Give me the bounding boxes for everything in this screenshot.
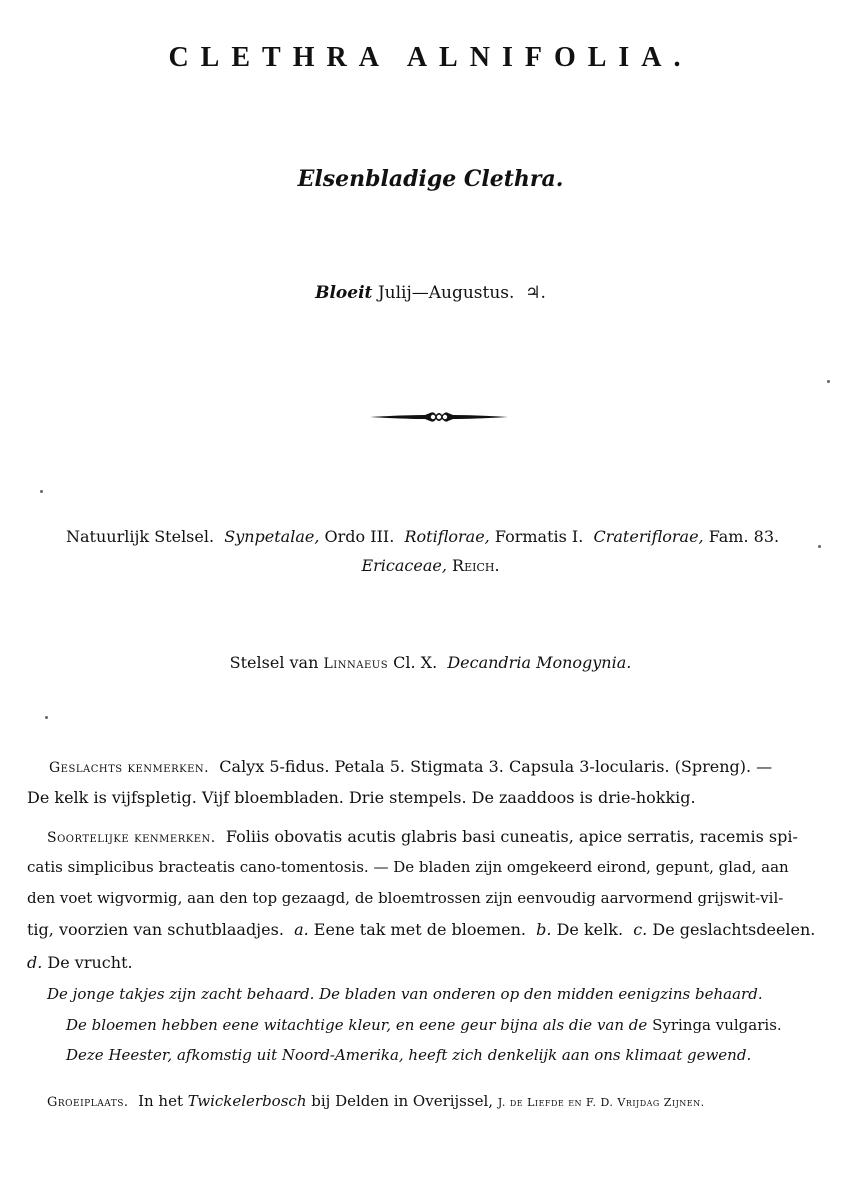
flowering-label: Bloeit <box>315 283 373 303</box>
habitat-heading: Groeiplaats. <box>47 1095 129 1110</box>
habitat-place: Twickelerbosch <box>187 1092 307 1110</box>
ordo: Ordo III. <box>324 527 395 546</box>
species-line-5: d. De vrucht. <box>27 953 133 972</box>
species-line-1: Foliis obovatis acutis glabris basi cuneatis, apice serratis, racemis spi- <box>225 827 798 846</box>
genus-line-2: De kelk is vijfspletig. Vijf bloembladen. Drie stempels. De zaaddoos is drie-hokkig. <box>27 788 696 807</box>
genus-heading: Geslachts kenmerken. <box>49 760 210 776</box>
family-author: Reich. <box>452 556 500 575</box>
linnaeus-class: Cl. X. <box>393 653 438 672</box>
page-subtitle: Elsenbladige Clethra. <box>297 166 564 192</box>
synpetalae: Synpetalae, <box>224 527 320 546</box>
ornament-divider-icon <box>370 408 508 426</box>
linnaeus-classification: Decandria Monogynia. <box>447 653 632 672</box>
family-number: Fam. 83. <box>708 527 780 546</box>
scan-speck <box>40 490 43 493</box>
species-heading: Soortelijke kenmerken. <box>47 830 216 846</box>
species-line-3: den voet wigvormig, aan den top gezaagd, de bloemtrossen zijn eenvoudig aarvormend grijswit-vil- <box>27 889 784 907</box>
habitat-collectors: J. de Liefde en F. D. Vrijdag Zijnen. <box>497 1096 705 1109</box>
linnaeus-prefix: Stelsel van <box>229 653 319 672</box>
perennial-symbol: ♃. <box>525 283 546 303</box>
note-line-2: De bloemen hebben eene witachtige kleur, en eene geur bijna als die van de Syringa vulgaris. <box>66 1016 782 1034</box>
scan-speck <box>818 545 821 548</box>
genus-line-1: Calyx 5-fidus. Petala 5. Stigmata 3. Capsula 3-locularis. (Spreng). — <box>219 757 773 776</box>
scan-speck <box>827 380 830 383</box>
natural-system-family <box>0 556 861 575</box>
scan-speck <box>45 716 48 719</box>
crateriflorae: Crateriflorae, <box>593 527 704 546</box>
species-line-4: tig, voorzien van schutblaadjes. a. Eene tak met de bloemen. b. De kelk. c. De geslachtsdeelen. <box>27 920 816 939</box>
natural-system-label: Natuurlijk Stelsel. <box>66 527 215 546</box>
formatis: Formatis I. <box>494 527 584 546</box>
natural-system <box>66 527 806 546</box>
habitat: Groeiplaats. In het Twickelerbosch bij Delden in Overijssel, J. de Liefde en F. D. Vrijdag Zijnen. <box>47 1092 705 1110</box>
species-line-2: catis simplicibus bracteatis cano-tomentosis. — De bladen zijn omgekeerd eirond, gepunt, glad, aan <box>27 858 789 876</box>
linnaean-system <box>0 653 861 672</box>
note-line-3: Deze Heester, afkomstig uit Noord-Amerika, heeft zich denkelijk aan ons klimaat gewend. <box>66 1046 752 1064</box>
rotiflorae: Rotiflorae, <box>404 527 490 546</box>
flowering-months: Julij—Augustus. <box>377 283 515 303</box>
ericaceae: Ericaceae, <box>361 556 447 575</box>
linnaeus-name: Linnaeus <box>323 656 389 672</box>
note-line-1: De jonge takjes zijn zacht behaard. De bladen van onderen op den midden eenigzins behaard. <box>47 985 763 1003</box>
page-title: CLETHRA ALNIFOLIA. <box>168 42 693 73</box>
flowering-period <box>0 283 861 303</box>
